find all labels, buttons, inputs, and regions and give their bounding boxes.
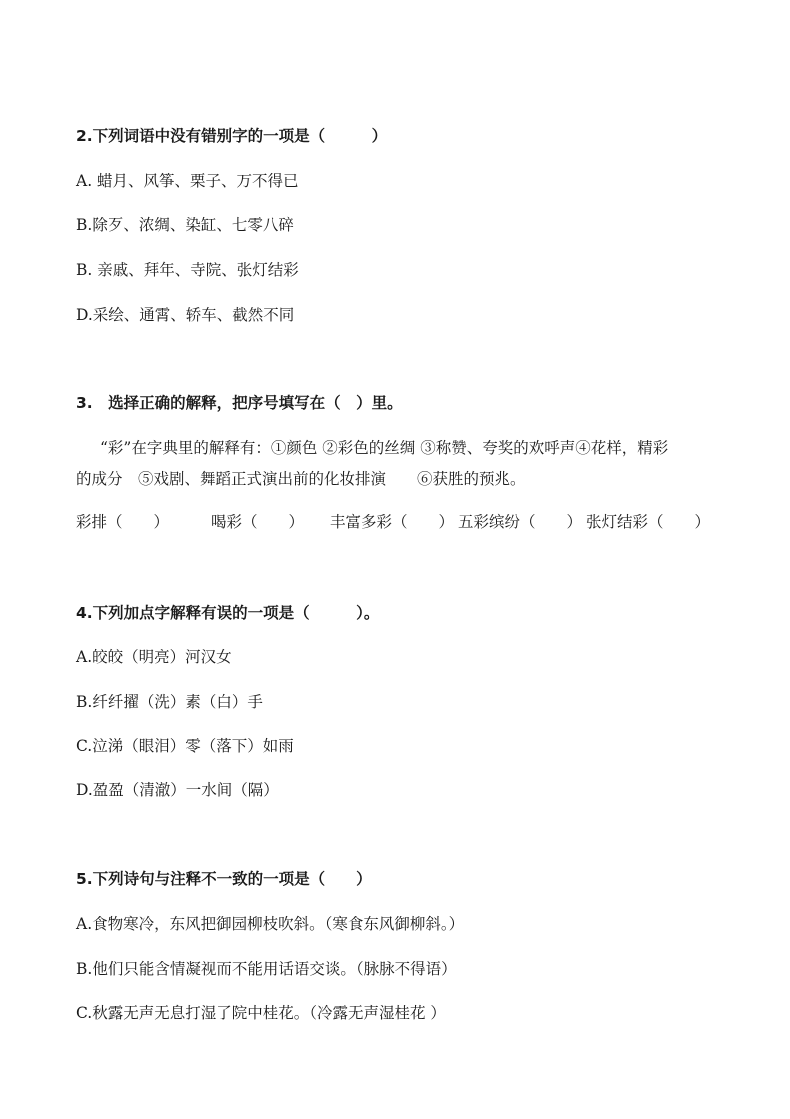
question-5-option-b: B.他们只能含情凝视而不能用话语交谈。（脉脉不得语） bbox=[76, 960, 457, 978]
question-5-title: 5.下列诗句与注释不一致的一项是（ ） bbox=[76, 870, 372, 888]
question-2-title: 2.下列词语中没有错别字的一项是（ ） bbox=[76, 127, 388, 145]
question-3-paragraph-line-1: “彩”在字典里的解释有：①颜色 ②彩色的丝绸 ③称赞、夸奖的欢呼声④花样，精彩 bbox=[100, 439, 669, 457]
question-4-option-d: D.盈盈（清澈）一水间（隔） bbox=[76, 781, 279, 799]
question-4-option-c: C.泣涕（眼泪）零（落下）如雨 bbox=[76, 737, 294, 755]
question-3-paragraph-line-2: 的成分 ⑤戏剧、舞蹈正式演出前的化妆排演 ⑥获胜的预兆。 bbox=[76, 470, 526, 488]
blank-item: 喝彩（ ） bbox=[211, 513, 305, 531]
question-4-option-b: B.纤纤擢（洗）素（白）手 bbox=[76, 693, 263, 711]
blank-item: 张灯结彩（ ） bbox=[586, 513, 711, 531]
question-2-option-a: A. 蜡月、风筝、栗子、万不得已 bbox=[76, 172, 299, 190]
question-2-option-b1: B.除歹、浓绸、染缸、七零八碎 bbox=[76, 216, 294, 234]
question-4-option-a: A.皎皎（明亮）河汉女 bbox=[76, 648, 232, 666]
blank-item: 彩排（ ） bbox=[76, 513, 170, 531]
question-2-option-b2: B. 亲戚、拜年、寺院、张灯结彩 bbox=[76, 261, 299, 279]
blank-item: 丰富多彩（ ） bbox=[330, 513, 455, 531]
question-4-title: 4.下列加点字解释有误的一项是（ ）。 bbox=[76, 604, 380, 622]
question-2-option-d: D.采绘、通霄、轿车、截然不同 bbox=[76, 306, 295, 324]
question-3-blanks bbox=[76, 512, 736, 534]
question-3-title: 3. 选择正确的解释，把序号填写在（ ）里。 bbox=[76, 394, 403, 412]
question-5-option-a: A.食物寒冷，东风把御园柳枝吹斜。（寒食东风御柳斜。） bbox=[76, 915, 465, 933]
question-5-option-c: C.秋露无声无息打湿了院中桂花。（冷露无声湿桂花 ） bbox=[76, 1004, 446, 1022]
blank-item: 五彩缤纷（ ） bbox=[458, 513, 583, 531]
